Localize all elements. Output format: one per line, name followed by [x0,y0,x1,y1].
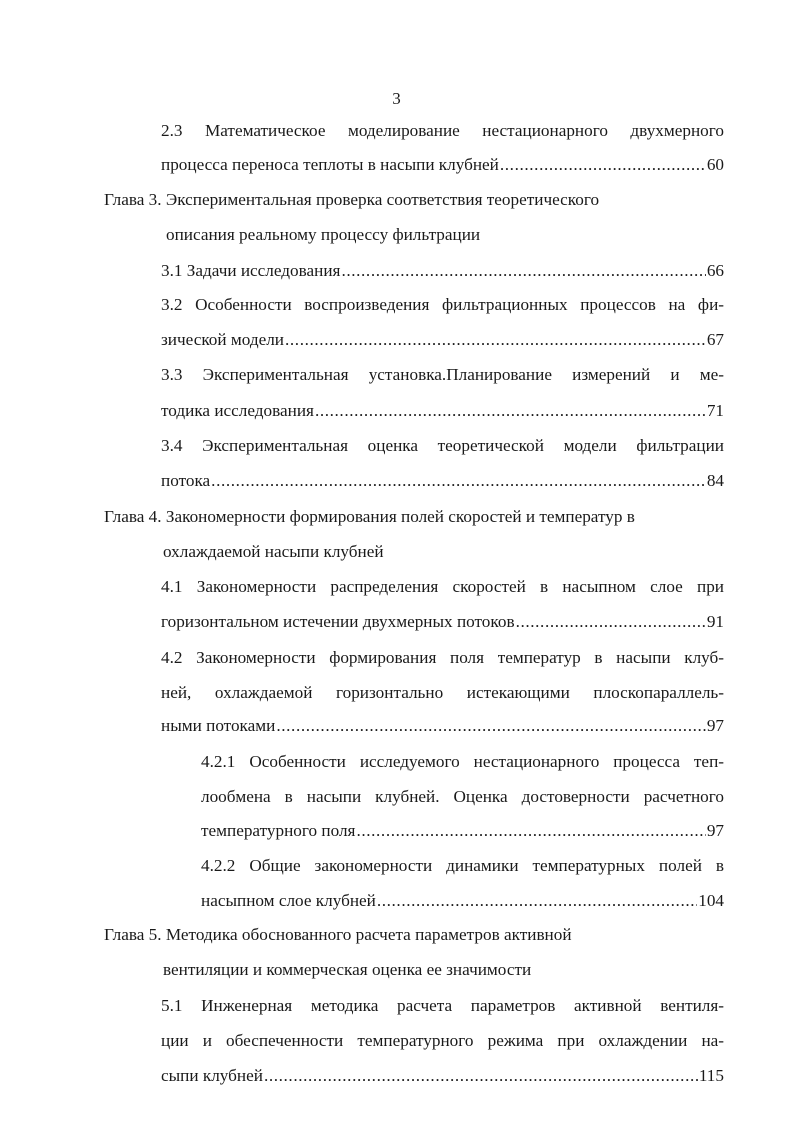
toc-line: 4.2.1 Особенности исследуемого нестационарного процесса теп- [201,752,724,771]
toc-page-number: 84 [706,471,724,490]
toc-page-number: 104 [698,891,724,910]
toc-page-number: 97 [706,716,724,735]
toc-entry[interactable] [161,330,724,350]
toc-page-number: 66 [706,261,724,280]
dot-leader [341,261,705,281]
chapter-heading[interactable]: Глава 4. Закономерности формирования полей скоростей и температур в [104,507,635,526]
dot-leader [377,891,697,911]
toc-line: 5.1 Инженерная методика расчета параметров активной вентиля- [161,996,724,1015]
chapter-heading-cont: вентиляции и коммерческая оценка ее значимости [163,960,532,979]
toc-page-number: 60 [706,155,724,174]
dot-leader [356,821,705,841]
toc-page-number: 91 [706,612,724,631]
toc-entry[interactable] [161,471,724,491]
toc-entry-title: процесса переноса теплоты в насыпи клубней [161,155,499,174]
dot-leader [264,1066,698,1086]
toc-line: ции и обеспеченности температурного режима при охлаждении на- [161,1031,724,1050]
dot-leader [516,612,706,632]
toc-entry[interactable] [161,612,724,632]
toc-line: 2.3 Математическое моделирование нестационарного двухмерного [161,121,724,140]
toc-line: 3.3 Экспериментальная установка.Планирование измерений и ме- [161,365,724,384]
toc-entry-title: насыпном слое клубней [201,891,376,910]
dot-leader [285,330,706,350]
toc-entry-title: ными потоками [161,716,276,735]
toc-line: лообмена в насыпи клубней. Оценка достоверности расчетного [201,787,724,806]
dot-leader [276,716,705,736]
toc-entry-title: горизонтальном истечении двухмерных потоков [161,612,515,631]
toc-entry-title: температурного поля [201,821,356,840]
toc-entry[interactable] [161,1066,724,1086]
toc-line: 3.4 Экспериментальная оценка теоретической модели фильтрации [161,436,724,455]
toc-line: 3.2 Особенности воспроизведения фильтрационных процессов на фи- [161,295,724,314]
toc-entry[interactable] [161,401,724,421]
chapter-heading-cont: описания реальному процессу фильтрации [166,225,481,244]
toc-entry[interactable] [161,716,724,736]
toc-entry[interactable] [161,261,724,281]
toc-entry-title: потока [161,471,211,490]
toc-entry-title: 3.1 Задачи исследования [161,261,341,280]
page-number: 3 [392,89,401,108]
dot-leader [211,471,706,491]
toc-entry[interactable] [201,891,724,911]
toc-line: 4.2.2 Общие закономерности динамики температурных полей в [201,856,724,875]
toc-entry[interactable] [201,821,724,841]
toc-entry-title: тодика исследования [161,401,314,420]
chapter-heading[interactable]: Глава 5. Методика обоснованного расчета параметров активной [104,925,572,944]
dot-leader [500,155,706,175]
toc-page-number: 67 [706,330,724,349]
toc-line: ней, охлаждаемой горизонтально истекающими плоскопараллель- [161,683,724,702]
chapter-heading[interactable]: Глава 3. Экспериментальная проверка соответствия теоретического [104,190,600,209]
toc-page-number: 115 [698,1066,724,1085]
dot-leader [315,401,706,421]
toc-line: 4.2 Закономерности формирования поля температур в насыпи клуб- [161,648,724,667]
chapter-heading-cont: охлаждаемой насыпи клубней [163,542,384,561]
toc-entry[interactable] [161,155,724,175]
toc-line: 4.1 Закономерности распределения скоростей в насыпном слое при [161,577,724,596]
toc-entry-title: зической модели [161,330,285,349]
toc-entry-title: сыпи клубней [161,1066,263,1085]
toc-page-number: 97 [706,821,724,840]
toc-page-number: 71 [706,401,724,420]
